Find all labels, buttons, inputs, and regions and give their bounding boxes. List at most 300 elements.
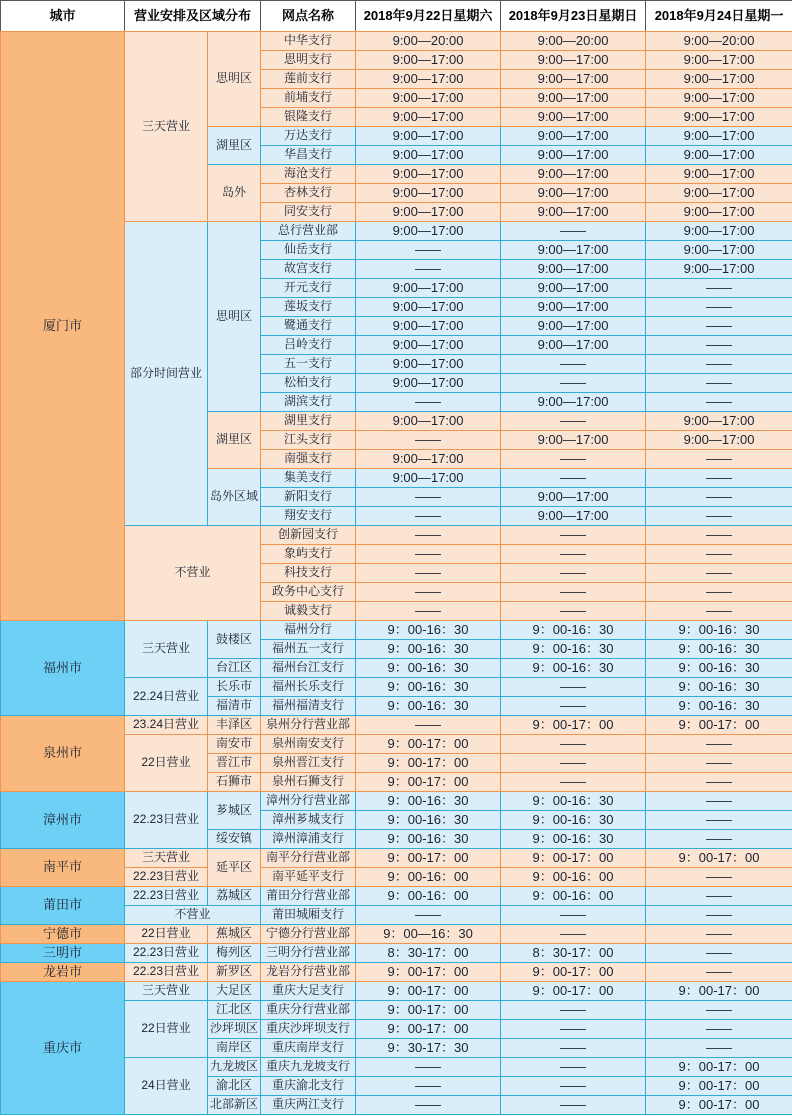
- branch-cell: 思明支行: [261, 51, 356, 70]
- branch-cell: 泉州南安支行: [261, 735, 356, 754]
- time-cell: 9：00-16：30: [356, 640, 501, 659]
- region-cell: 岛外区域: [208, 469, 261, 526]
- region-cell: 台江区: [208, 659, 261, 678]
- time-cell: 9:00—17:00: [501, 279, 646, 298]
- time-cell: 9：00-16：00: [501, 868, 646, 887]
- time-cell: ——: [501, 1039, 646, 1058]
- time-cell: 9:00—17:00: [356, 184, 501, 203]
- time-cell: 9：00-17：00: [356, 773, 501, 792]
- branch-cell: 新阳支行: [261, 488, 356, 507]
- time-cell: 8：30-17：00: [501, 944, 646, 963]
- region-cell: 思明区: [208, 32, 261, 127]
- schedule-cell: 22.23日营业: [125, 944, 208, 963]
- city-cell: 重庆市: [1, 982, 125, 1115]
- time-cell: 9:00—17:00: [356, 89, 501, 108]
- region-cell: 丰泽区: [208, 716, 261, 735]
- time-cell: 9：00-16：30: [356, 697, 501, 716]
- time-cell: 9：00-17：00: [646, 982, 792, 1001]
- branch-cell: 象屿支行: [261, 545, 356, 564]
- region-cell: 新罗区: [208, 963, 261, 982]
- time-cell: 9：00-16：30: [501, 621, 646, 640]
- time-cell: ——: [356, 507, 501, 526]
- time-cell: 9:00—17:00: [646, 222, 792, 241]
- time-cell: ——: [501, 678, 646, 697]
- time-cell: ——: [646, 526, 792, 545]
- schedule-cell: 三天营业: [125, 621, 208, 678]
- time-cell: ——: [501, 925, 646, 944]
- city-cell: 南平市: [1, 849, 125, 887]
- time-cell: 9:00—17:00: [356, 222, 501, 241]
- region-cell: 绥安镇: [208, 830, 261, 849]
- time-cell: 8：30-17：00: [356, 944, 501, 963]
- time-cell: 9:00—17:00: [356, 203, 501, 222]
- branch-cell: 泉州石狮支行: [261, 773, 356, 792]
- table-row: [1, 849, 792, 868]
- time-cell: 9：00-16：30: [356, 659, 501, 678]
- time-cell: ——: [356, 545, 501, 564]
- table-row: [1, 944, 792, 963]
- branch-cell: 福州五一支行: [261, 640, 356, 659]
- time-cell: 9：00-16：30: [646, 621, 792, 640]
- time-cell: 9:00—17:00: [356, 355, 501, 374]
- branch-cell: 海沧支行: [261, 165, 356, 184]
- time-cell: 9:00—17:00: [501, 184, 646, 203]
- table-header: [1, 1, 792, 32]
- time-cell: 9：00-16：30: [646, 678, 792, 697]
- region-cell: 九龙坡区: [208, 1058, 261, 1077]
- schedule-cell: 22日营业: [125, 1001, 208, 1058]
- time-cell: 9:00—17:00: [356, 146, 501, 165]
- region-cell: 大足区: [208, 982, 261, 1001]
- time-cell: ——: [646, 868, 792, 887]
- table-row: [1, 887, 792, 906]
- time-cell: 9:00—17:00: [356, 317, 501, 336]
- time-cell: ——: [646, 944, 792, 963]
- col-header-arrangement: 营业安排及区域分布: [125, 1, 261, 32]
- time-cell: ——: [646, 735, 792, 754]
- branch-cell: 南强支行: [261, 450, 356, 469]
- schedule-cell: 23.24日营业: [125, 716, 208, 735]
- branch-cell: 漳州芗城支行: [261, 811, 356, 830]
- time-cell: 9：00-16：30: [356, 811, 501, 830]
- time-cell: 9：00-17：00: [646, 849, 792, 868]
- time-cell: ——: [356, 564, 501, 583]
- city-cell: 福州市: [1, 621, 125, 716]
- time-cell: ——: [501, 564, 646, 583]
- schedule-cell: 22.23日营业: [125, 963, 208, 982]
- time-cell: ——: [646, 925, 792, 944]
- time-cell: 9：00-17：00: [356, 982, 501, 1001]
- branch-cell: 故宫支行: [261, 260, 356, 279]
- time-cell: 9：00—16：30: [356, 925, 501, 944]
- region-cell: 南安市: [208, 735, 261, 754]
- schedule-cell: 22日营业: [125, 735, 208, 792]
- time-cell: 9：00-16：30: [501, 659, 646, 678]
- time-cell: 9：00-17：00: [356, 1020, 501, 1039]
- time-cell: ——: [356, 488, 501, 507]
- time-cell: 9：00-16：30: [646, 697, 792, 716]
- time-cell: 9：00-17：00: [646, 1077, 792, 1096]
- city-cell: 泉州市: [1, 716, 125, 792]
- schedule-cell: 22日营业: [125, 925, 208, 944]
- time-cell: ——: [356, 393, 501, 412]
- time-cell: 9:00—17:00: [356, 336, 501, 355]
- branch-cell: 创新园支行: [261, 526, 356, 545]
- time-cell: 9:00—17:00: [501, 241, 646, 260]
- region-cell: 福清市: [208, 697, 261, 716]
- branch-cell: 集美支行: [261, 469, 356, 488]
- time-cell: 9:00—17:00: [501, 336, 646, 355]
- city-cell: 龙岩市: [1, 963, 125, 982]
- table-row: [1, 982, 792, 1001]
- time-cell: ——: [356, 431, 501, 450]
- time-cell: 9:00—17:00: [646, 412, 792, 431]
- time-cell: 9:00—17:00: [356, 51, 501, 70]
- schedule-cell: 22.23日营业: [125, 868, 208, 887]
- time-cell: 9:00—17:00: [501, 488, 646, 507]
- time-cell: ——: [646, 317, 792, 336]
- branch-cell: 诚毅支行: [261, 602, 356, 621]
- time-cell: ——: [501, 222, 646, 241]
- schedule-cell: 不营业: [125, 526, 261, 621]
- branch-cell: 漳州分行营业部: [261, 792, 356, 811]
- time-cell: 9:00—20:00: [646, 32, 792, 51]
- branch-cell: 重庆分行营业部: [261, 1001, 356, 1020]
- region-cell: 湖里区: [208, 127, 261, 165]
- time-cell: 9:00—17:00: [501, 51, 646, 70]
- time-cell: 9：00-17：00: [356, 754, 501, 773]
- city-cell: 厦门市: [1, 32, 125, 621]
- branch-cell: 南平延平支行: [261, 868, 356, 887]
- time-cell: ——: [356, 1096, 501, 1115]
- time-cell: 9:00—17:00: [646, 184, 792, 203]
- time-cell: 9：00-17：00: [356, 1001, 501, 1020]
- time-cell: ——: [646, 488, 792, 507]
- time-cell: 9：00-17：00: [356, 735, 501, 754]
- time-cell: ——: [646, 1001, 792, 1020]
- time-cell: ——: [356, 602, 501, 621]
- region-cell: 晋江市: [208, 754, 261, 773]
- time-cell: 9:00—17:00: [356, 70, 501, 89]
- time-cell: ——: [646, 545, 792, 564]
- branch-cell: 总行营业部: [261, 222, 356, 241]
- time-cell: ——: [646, 374, 792, 393]
- time-cell: 9：00-17：00: [356, 963, 501, 982]
- time-cell: 9：00-17：00: [356, 849, 501, 868]
- schedule-cell: 24日营业: [125, 1058, 208, 1115]
- table-row: [1, 32, 792, 51]
- time-cell: ——: [501, 1096, 646, 1115]
- time-cell: 9:00—17:00: [646, 127, 792, 146]
- branch-cell: 政务中心支行: [261, 583, 356, 602]
- time-cell: ——: [501, 1001, 646, 1020]
- branch-cell: 湖滨支行: [261, 393, 356, 412]
- time-cell: ——: [501, 545, 646, 564]
- time-cell: 9：00-17：00: [501, 963, 646, 982]
- time-cell: 9:00—17:00: [646, 241, 792, 260]
- time-cell: 9:00—17:00: [646, 146, 792, 165]
- time-cell: ——: [646, 298, 792, 317]
- time-cell: 9:00—20:00: [356, 32, 501, 51]
- branch-cell: 莲前支行: [261, 70, 356, 89]
- time-cell: ——: [646, 355, 792, 374]
- time-cell: 9:00—17:00: [501, 165, 646, 184]
- branch-cell: 仙岳支行: [261, 241, 356, 260]
- col-header-day-sun: 2018年9月23日星期日: [501, 1, 646, 32]
- time-cell: 9:00—17:00: [501, 298, 646, 317]
- branch-cell: 开元支行: [261, 279, 356, 298]
- time-cell: ——: [646, 393, 792, 412]
- time-cell: ——: [501, 1058, 646, 1077]
- time-cell: ——: [501, 374, 646, 393]
- time-cell: 9：00-16：30: [501, 640, 646, 659]
- time-cell: 9：00-17：00: [501, 716, 646, 735]
- branch-cell: 银隆支行: [261, 108, 356, 127]
- time-cell: 9：00-16：30: [646, 659, 792, 678]
- time-cell: 9：30-17：30: [356, 1039, 501, 1058]
- time-cell: 9:00—17:00: [501, 393, 646, 412]
- time-cell: ——: [646, 1020, 792, 1039]
- time-cell: 9：00-17：00: [646, 1058, 792, 1077]
- branch-cell: 福州长乐支行: [261, 678, 356, 697]
- time-cell: 9:00—17:00: [356, 450, 501, 469]
- region-cell: 石狮市: [208, 773, 261, 792]
- branch-cell: 南平分行营业部: [261, 849, 356, 868]
- branch-cell: 杏林支行: [261, 184, 356, 203]
- branch-cell: 福州福清支行: [261, 697, 356, 716]
- time-cell: ——: [646, 279, 792, 298]
- time-cell: ——: [646, 450, 792, 469]
- region-cell: 梅列区: [208, 944, 261, 963]
- table-row: [1, 792, 792, 811]
- branch-cell: 莲坂支行: [261, 298, 356, 317]
- time-cell: 9:00—17:00: [501, 317, 646, 336]
- time-cell: 9:00—17:00: [501, 127, 646, 146]
- time-cell: 9:00—17:00: [501, 507, 646, 526]
- time-cell: ——: [646, 906, 792, 925]
- schedule-cell: 部分时间营业: [125, 222, 208, 526]
- col-header-city: 城市: [1, 1, 125, 32]
- time-cell: ——: [646, 1039, 792, 1058]
- schedule-cell: 22.23日营业: [125, 887, 208, 906]
- region-cell: 渝北区: [208, 1077, 261, 1096]
- time-cell: 9:00—17:00: [501, 70, 646, 89]
- time-cell: 9：00-16：00: [356, 887, 501, 906]
- time-cell: 9:00—17:00: [501, 108, 646, 127]
- branch-cell: 翔安支行: [261, 507, 356, 526]
- time-cell: 9:00—17:00: [646, 260, 792, 279]
- branch-cell: 福州分行: [261, 621, 356, 640]
- time-cell: 9:00—17:00: [501, 203, 646, 222]
- time-cell: 9:00—17:00: [356, 279, 501, 298]
- time-cell: 9：00-16：00: [356, 868, 501, 887]
- time-cell: ——: [356, 1058, 501, 1077]
- time-cell: 9:00—17:00: [646, 431, 792, 450]
- time-cell: 9:00—17:00: [356, 469, 501, 488]
- time-cell: ——: [356, 583, 501, 602]
- branch-cell: 漳州漳浦支行: [261, 830, 356, 849]
- time-cell: ——: [646, 887, 792, 906]
- time-cell: 9：00-16：30: [646, 640, 792, 659]
- branch-cell: 前埔支行: [261, 89, 356, 108]
- time-cell: ——: [356, 1077, 501, 1096]
- region-cell: 芗城区: [208, 792, 261, 830]
- time-cell: 9：00-17：00: [646, 716, 792, 735]
- time-cell: 9：00-16：30: [501, 792, 646, 811]
- time-cell: 9：00-17：00: [501, 982, 646, 1001]
- branch-cell: 莆田城厢支行: [261, 906, 356, 925]
- time-cell: ——: [646, 811, 792, 830]
- table-row: [1, 621, 792, 640]
- time-cell: 9:00—17:00: [501, 89, 646, 108]
- branch-cell: 五一支行: [261, 355, 356, 374]
- branch-cell: 江头支行: [261, 431, 356, 450]
- region-cell: 长乐市: [208, 678, 261, 697]
- branch-cell: 泉州晋江支行: [261, 754, 356, 773]
- branch-cell: 重庆两江支行: [261, 1096, 356, 1115]
- header-row: [1, 1, 792, 32]
- region-cell: 湖里区: [208, 412, 261, 469]
- city-cell: 三明市: [1, 944, 125, 963]
- branch-cell: 重庆南岸支行: [261, 1039, 356, 1058]
- time-cell: 9:00—17:00: [356, 165, 501, 184]
- region-cell: 北部新区: [208, 1096, 261, 1115]
- branch-cell: 吕岭支行: [261, 336, 356, 355]
- time-cell: ——: [501, 1077, 646, 1096]
- region-cell: 思明区: [208, 222, 261, 412]
- region-cell: 沙坪坝区: [208, 1020, 261, 1039]
- time-cell: ——: [501, 906, 646, 925]
- time-cell: ——: [356, 241, 501, 260]
- time-cell: ——: [501, 602, 646, 621]
- branch-cell: 中华支行: [261, 32, 356, 51]
- schedule-cell: 不营业: [125, 906, 261, 925]
- time-cell: 9:00—17:00: [501, 431, 646, 450]
- time-cell: 9：00-16：30: [356, 792, 501, 811]
- region-cell: 延平区: [208, 849, 261, 887]
- time-cell: ——: [501, 526, 646, 545]
- time-cell: ——: [356, 526, 501, 545]
- branch-cell: 重庆渝北支行: [261, 1077, 356, 1096]
- time-cell: ——: [646, 469, 792, 488]
- time-cell: 9:00—17:00: [646, 89, 792, 108]
- time-cell: 9：00-16：30: [356, 830, 501, 849]
- time-cell: 9:00—17:00: [356, 412, 501, 431]
- branch-cell: 松柏支行: [261, 374, 356, 393]
- table-row: [1, 925, 792, 944]
- time-cell: ——: [646, 830, 792, 849]
- city-cell: 漳州市: [1, 792, 125, 849]
- branch-cell: 龙岩分行营业部: [261, 963, 356, 982]
- region-cell: 南岸区: [208, 1039, 261, 1058]
- branch-cell: 科技支行: [261, 564, 356, 583]
- time-cell: 9:00—17:00: [356, 298, 501, 317]
- time-cell: 9:00—17:00: [646, 203, 792, 222]
- time-cell: ——: [646, 602, 792, 621]
- branch-cell: 重庆大足支行: [261, 982, 356, 1001]
- region-cell: 岛外: [208, 165, 261, 222]
- schedule-cell: 三天营业: [125, 982, 208, 1001]
- schedule-cell: 三天营业: [125, 32, 208, 222]
- time-cell: 9:00—17:00: [646, 51, 792, 70]
- branch-cell: 重庆沙坪坝支行: [261, 1020, 356, 1039]
- branch-cell: 湖里支行: [261, 412, 356, 431]
- time-cell: 9：00-17：00: [501, 849, 646, 868]
- branch-cell: 华昌支行: [261, 146, 356, 165]
- time-cell: ——: [501, 754, 646, 773]
- time-cell: ——: [501, 697, 646, 716]
- time-cell: ——: [501, 469, 646, 488]
- time-cell: ——: [646, 507, 792, 526]
- time-cell: 9：00-16：30: [356, 678, 501, 697]
- time-cell: 9:00—17:00: [501, 260, 646, 279]
- time-cell: 9：00-16：30: [356, 621, 501, 640]
- branch-cell: 重庆九龙坡支行: [261, 1058, 356, 1077]
- time-cell: 9：00-16：00: [501, 887, 646, 906]
- branch-cell: 万达支行: [261, 127, 356, 146]
- time-cell: ——: [501, 355, 646, 374]
- branch-cell: 鹭通支行: [261, 317, 356, 336]
- region-cell: 江北区: [208, 1001, 261, 1020]
- time-cell: 9：00-16：30: [501, 830, 646, 849]
- time-cell: 9:00—17:00: [356, 108, 501, 127]
- time-cell: 9:00—17:00: [646, 165, 792, 184]
- col-header-day-mon: 2018年9月24日星期一: [646, 1, 792, 32]
- schedule-cell: 三天营业: [125, 849, 208, 868]
- time-cell: 9：00-16：30: [501, 811, 646, 830]
- branch-cell: 莆田分行营业部: [261, 887, 356, 906]
- branch-cell: 泉州分行营业部: [261, 716, 356, 735]
- time-cell: ——: [501, 412, 646, 431]
- time-cell: 9:00—20:00: [501, 32, 646, 51]
- time-cell: 9:00—17:00: [501, 146, 646, 165]
- time-cell: ——: [501, 450, 646, 469]
- time-cell: ——: [646, 564, 792, 583]
- time-cell: 9:00—17:00: [646, 108, 792, 127]
- branch-cell: 宁德分行营业部: [261, 925, 356, 944]
- time-cell: ——: [646, 754, 792, 773]
- time-cell: ——: [646, 773, 792, 792]
- branch-cell: 三明分行营业部: [261, 944, 356, 963]
- region-cell: 蕉城区: [208, 925, 261, 944]
- col-header-branch: 网点名称: [261, 1, 356, 32]
- time-cell: ——: [356, 716, 501, 735]
- time-cell: ——: [646, 336, 792, 355]
- city-cell: 莆田市: [1, 887, 125, 925]
- time-cell: ——: [501, 735, 646, 754]
- schedule-cell: 22.24日营业: [125, 678, 208, 716]
- region-cell: 荔城区: [208, 887, 261, 906]
- col-header-day-sat: 2018年9月22日星期六: [356, 1, 501, 32]
- time-cell: ——: [646, 792, 792, 811]
- table-row: [1, 716, 792, 735]
- time-cell: ——: [501, 1020, 646, 1039]
- time-cell: ——: [356, 906, 501, 925]
- region-cell: 鼓楼区: [208, 621, 261, 659]
- time-cell: 9:00—17:00: [646, 70, 792, 89]
- time-cell: ——: [356, 260, 501, 279]
- city-cell: 宁德市: [1, 925, 125, 944]
- schedule-tbody: [1, 32, 792, 1115]
- time-cell: 9:00—17:00: [356, 127, 501, 146]
- branch-cell: 同安支行: [261, 203, 356, 222]
- time-cell: 9:00—17:00: [356, 374, 501, 393]
- time-cell: ——: [501, 773, 646, 792]
- time-cell: ——: [646, 963, 792, 982]
- schedule-cell: 22.23日营业: [125, 792, 208, 849]
- table-row: [1, 963, 792, 982]
- time-cell: 9：00-17：00: [646, 1096, 792, 1115]
